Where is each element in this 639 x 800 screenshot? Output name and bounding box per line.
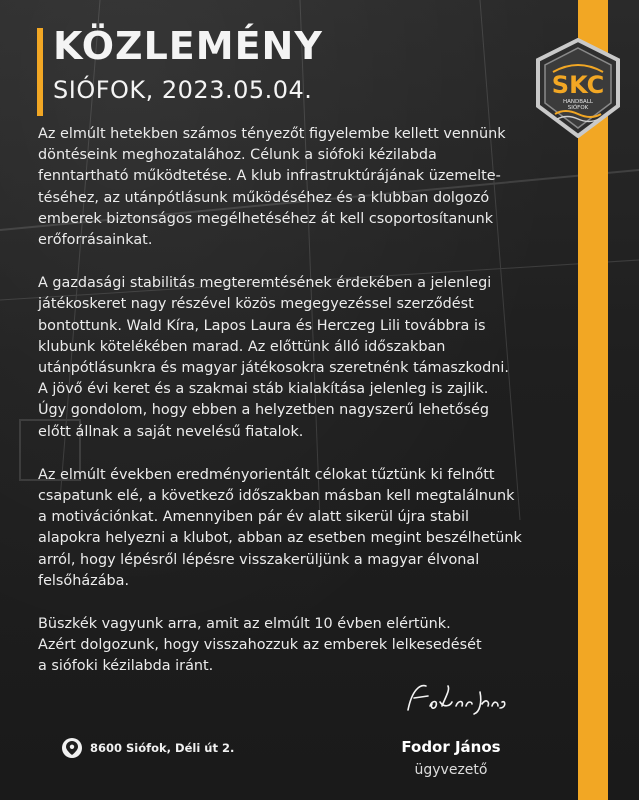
logo-lettering: SKC [551,71,605,99]
page-title: KÖZLEMÉNY [53,24,323,68]
paragraph: A gazdasági stabilitás megteremtésének érdekében a jelenlegi játékoskeret nagy részével közös megegyezéssel szerződést bontottunk. Wald Kíra, Lapos Laura és Herczeg Lili továbbra is klubunk kötelékében marad. Az előttünk álló időszakban utánpótlásunkra és magyar játékosokra szeretnénk támaszkodni. A jövő évi keret és a szakmai stáb kialakítása jelenleg is zajlik. Úgy gondolom, hogy ebben a helyzetben nagyszerű lehetőség előtt állnak a saját nevelésű fiatalok. [38,275,509,440]
paragraph: Büszkék vagyunk arra, amit az elmúlt 10 évben elértünk. Azért dolgozunk, hogy visszahozzuk az emberek lelkesedését a siófoki kézilabda iránt. [38,616,482,675]
svg-text:HANDBALL: HANDBALL [563,99,593,105]
signatory-role: ügyvezető [414,762,488,778]
title-accent-bar [37,28,43,116]
page-subtitle: SIÓFOK, 2023.05.04. [53,76,313,104]
paragraph: Az elmúlt hetekben számos tényezőt figyelembe kellett vennünk döntéseink meghozatalához. Célunk a siófoki kézilabda fenntartható működtetése. A klub infrastruktúrájának üzemelte- téséhez, az utánpótlásunk működéséhez és a klubban dolgozó emberek biztonságos megélhetéséhez át kell csoportosítanunk erőforrásainkat. [38,126,506,249]
address-text: 8600 Siófok, Déli út 2. [90,741,235,755]
announcement-body [38,124,558,700]
footer-address [62,738,234,758]
map-pin-icon [62,738,82,758]
paragraph: Az elmúlt években eredményorientált célokat tűztünk ki felnőtt csapatunk elé, a következő időszakban másban kell megtalálnunk a motivációnkat. Amennyiben pár év alatt sikerül újra stabil alapokra helyezni a klubot, abban az esetben megint beszélhetünk arról, hogy lépésről lépésre visszakerüljünk a magyar élvonal felsőházába. [38,466,522,589]
signatory-name: Fodor János [401,738,501,756]
skc-logo [533,38,623,138]
handwritten-signature [402,680,512,720]
svg-text:SIÓFOK: SIÓFOK [567,105,589,111]
